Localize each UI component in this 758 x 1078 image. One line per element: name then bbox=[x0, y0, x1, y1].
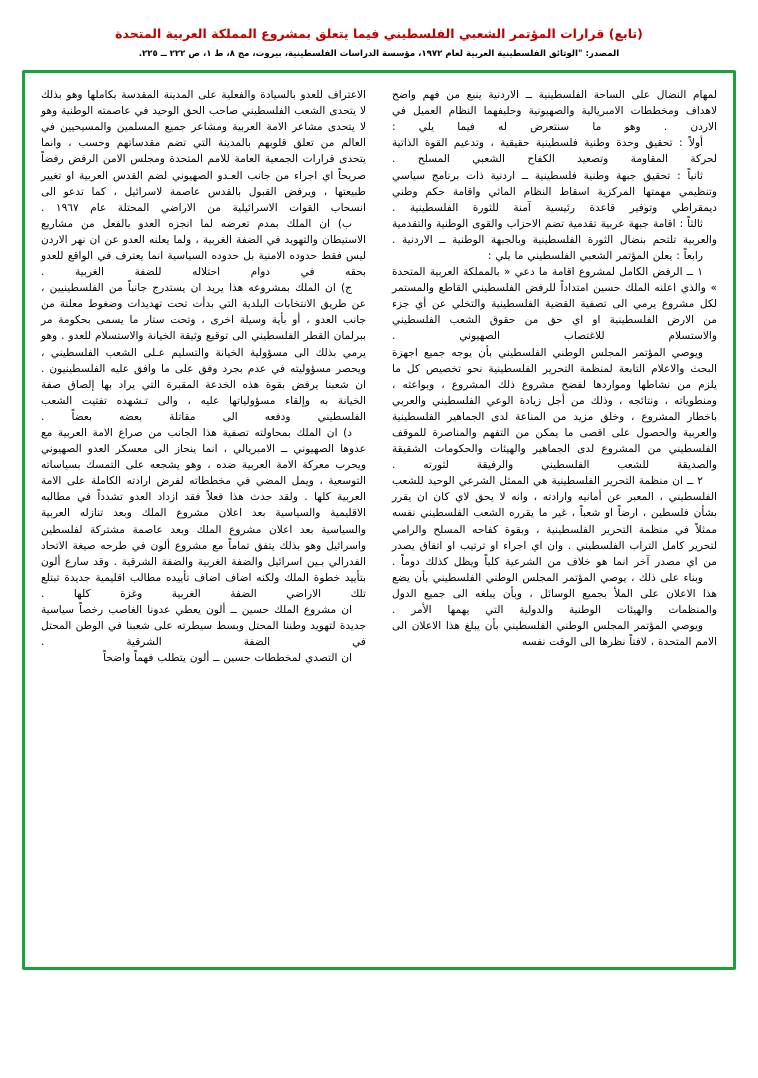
paragraph: رابعاً : يعلن المؤتمر الشعبي الفلسطيني ما يلي : bbox=[487, 249, 703, 262]
paragraph: ان التصدي لمخططات حسين ــ ألون يتطلب فهماً واضحاً bbox=[103, 652, 352, 665]
paragraph: ويوصي المؤتمر المجلس الوطني الفلسطيني بأن يوجه جميع اجهزة البحث والاعلام التابعة لمنظمة التحرير الفلسطينية نحو تخصيص كل ما يلزم من نشاطها ومواردها لفضح مشروع ذلك المشروع ، وبواعثه ، ومنطوياته ، ونتائجه ، وذلك من أجل زيادة الوعي الفلسطيني والعربي باخطار المشروع ، وخلق مزيد من المناعة لدى الجماهير الفلسطينية والعربية والحصول على اقصى ما يمكن من التفهم والمناصرة للموقف الفلسطيني من المشروع لدى الجماهير والهيئات والحكومات الشقيقة والصديقة للشعب الفلسطيني والرفيقة لثورته . bbox=[392, 346, 717, 472]
column-left bbox=[41, 87, 366, 957]
two-column-body bbox=[41, 87, 717, 957]
page-title: (تابع) قرارات المؤتمر الشعبي الفلسطيني فيما يتعلق بمشروع المملكة العربية المتحدة bbox=[115, 26, 643, 41]
paragraph: لمهام النضال على الساحة الفلسطينية ــ الاردنية ينبع من فهم واضح لاهداف ومخططات الامبريالية والصهيونية وحليفهما النظام العميل في الاردن . وهو ما سنتعرض له فيما يلي : bbox=[392, 89, 717, 134]
paragraph: ويوصي المؤتمر المجلس الوطني الفلسطيني بأن يبلغ هذا الاعلان الى الامم المتحدة ، لافتاً نظرها الى الوقت نفسه bbox=[392, 620, 717, 649]
paragraph: ٢ ــ ان منظمة التحرير الفلسطينية هي الممثل الشرعي الوحيد للشعب الفلسطيني ، المعبر عن أمانيه وارادته ، وانه لا يحق لاي كان ان يقرر بشأن فلسطين ، ارضاً او شعباً ، غير ما يقرره الشعب الفلسطيني نفسه ممثلاً في منظمة التحرير الفلسطينية ، وبقوة كفاحه المسلح والرامي لتحرير كامل التراب الفلسطيني . وان اي اجراء او ترتيب او اتفاق يصدر من اي مصدر آخر انما هو خلاف من الشرعية كلياً ويظل كذلك دوماً . bbox=[392, 475, 717, 568]
paragraph: ج) ان الملك بمشروعه هذا يريد ان يستدرج جانباً من الفلسطينيين ، عن طريق الانتخابات البلدية التي بدأت تحت تهديدات وضغوط معلنة من جانب العدو ، أو بأية وسيلة اخرى ، وتحت ستار ما يسمى بحكومة مر ببرلمان القطر الفلسطيني الى توقيع وثيقة الخيانة والاستسلام للعدو . وهو يرمي بذلك الى مسؤولية الخيانة والتسليم عـلى الشعب الفلسطيني ، ويحصر مسؤوليته في عدم بجرد وفق على ما وافق عليه الفلسطينيون . ان شعبنا يرفض بقوة هذه الخدعة المقبرة التي يراد بها إلصاق صفة الخيانة به وإلقاء مسؤولياتها عليه ، والى تـشهده تفتيت الشعب الفلسطيني ودفعه الى مقاتلة بعضه بعضاً . bbox=[41, 282, 366, 423]
paragraph: ١ ــ الرفض الكامل لمشروع اقامة ما دعي « بالمملكة العربية المتحدة » والذي اعلنه الملك حسين امتداداً للرفض الفلسطيني القاطع والمستمر لكل مشروع يرمي الى تصفية القضية الفلسطينية والتخلي عن أي جزء من الارض الفلسطينية او اي حق من حقوق الشعب الفلسطيني والاستسلام للاغتصاب الصهيوني . bbox=[392, 266, 717, 343]
paragraph: الاعتراف للعدو بالسيادة والفعلية على المدينة المقدسة بكاملها وهو بذلك لا يتحدى الشعب الفلسطيني صاحب الحق الوحيد في عاصمته الوطنية وهو لا يتحدى مشاعر الامة العربية ومشاعر جميع المسلمين والمسيحيين في العالم من تعلق قلوبهم بالمدينة التي تضم مقدساتهم وحسب ، وانما يتحدى قرارات الجمعية العامة للامم المتحدة ومجلس الامن الرفض رفضاً صريحاً اي اجراء من جانب العـدو الصهيوني لضم القدس العربية او تغيير طبيعتها ، ويرفض القبول بالقدس عاصمة لاسرائيل ، كما تدعو الى انسحاب القوات الاسرائيلية من الاراضي المحتلة عام ١٩٦٧ . bbox=[41, 89, 366, 214]
paragraph: ان مشروع الملك حسين ــ ألون يعطي عدونا الغاصب رخصاً سياسية جديدة لتهويد وطننا المحتل وبسط سيطرته على شعبنا في الوطن المحتل في الضفة الشرقية . bbox=[41, 604, 366, 649]
paragraph: ثالثاً : اقامة جبهة عربية تقدمية تضم الاحزاب والقوى الوطنية والتقدمية والعربية تلتحم بنضال الثورة الفلسطينية وبالجبهة الوطنية ــ الاردنية . bbox=[392, 217, 717, 246]
document-source-line: المصدر: "الوثائق الفلسطينية العربية لعام ١٩٧٢، مؤسسة الدراسات الفلسطينية، بيروت، مج ٨، ط ١، ص ٢٢٢ ــ ٢٢٥. bbox=[138, 48, 620, 59]
paragraph: ثانياً : تحقيق جبهة وطنية فلسطينية ــ اردنية ذات برنامج سياسي وتنظيمي مهمتها المركزية اسقاط النظام الماثي واقامة حكم وطني ديمقراطي وتوفير قاعدة رئيسية آمنة للثورة الفلسطينية . bbox=[392, 169, 717, 214]
column-right bbox=[392, 87, 717, 957]
content-frame bbox=[22, 70, 736, 970]
paragraph: ب) ان الملك بمدم تعرضه لما انجزه العدو بالفعل من مشاريع الاستيطان والتهويد في الضفة الغربية ، ولما يعلنه العدو عن ان نهر الاردن ليس فقط حدوده الامنية بل حدوده السياسية انما يعترف في الواقع للعدو بحقه في دوام احتلاله للضفة الغربية . bbox=[41, 217, 366, 279]
paragraph: أولاً : تحقيق وحدة وطنية فلسطينية حقيقية ، وتدعيم القوة الذاتية لحركة المقاومة وتصعيد الكفاح الشعبي المسلح . bbox=[392, 137, 717, 166]
paragraph: د) ان الملك بمحاولته تصفية هذا الجانب من صراع الامة العربية مع عدوها الصهيوني ــ الامبريالي ، انما ينحاز الى معسكر العدو الصهيوني ويحرب معركة الامة العربية ضده ، وهو يشجعه على التمسك بسياساته التوسعية ، ويمل المضي في مخططاته لفرض ارادته الكاملة على الامة العربية كلها . ولقد حدث هذا فعلاً فقد ازداد العدو تشدداً في مطالبه الاقليمية والسياسية بعد اعلان مشروع الملك وبعد تنازله العربية والسياسية بعد اعلان مشروع الملك وبعد عاصمة مشتركة لفلسطين واسرائيل وهو بذلك يتفق تماماً مع مشروع ألون في طرحه صيغة الاتحاد الفدرالي بـين اسرائيل والضفة الغربية والضفة الشرقية . وقد سارع ألون بتأييد خطوة الملك ولكنه اضاف اضاف تأييده مطالب اقليمية جديدة تبتلع تلك الاراضي الضفة الغربية وغزة كلها . bbox=[41, 427, 366, 600]
paragraph: وبناء على ذلك ، يوصي المؤتمر المجلس الوطني الفلسطيني بأن يضع هذا الاعلان على الملأ بجميع الوسائل ، وبأن يبلغه الى جميع الدول والمنظمات والهيئات الوطنية والدولية التي يهمها الأمر . bbox=[392, 571, 717, 617]
